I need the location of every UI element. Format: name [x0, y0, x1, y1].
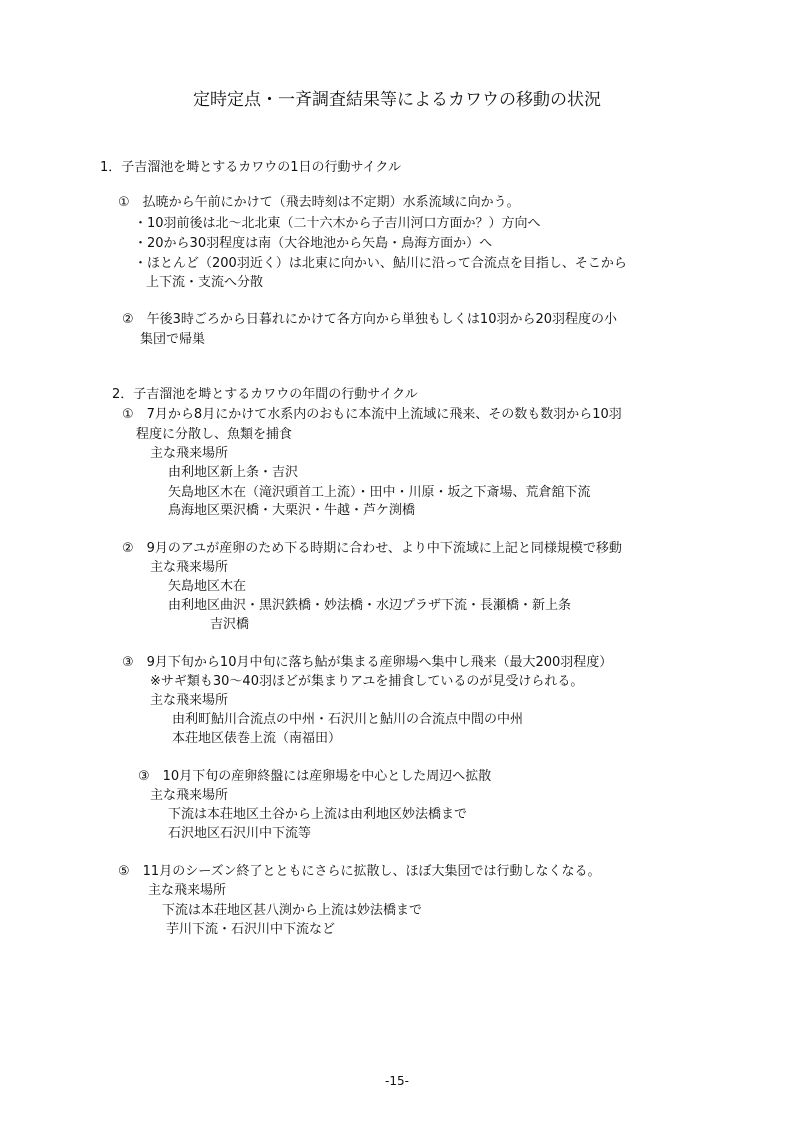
section1-item2: ② 午後3時ごろから日暮れにかけて各方向から単独もしくは10羽から20羽程度の小 — [122, 312, 618, 327]
section2-item3: ③ 9月下旬から10月中旬に落ち鮎が集まる産卵場へ集中し飛来（最大200羽程度） — [122, 655, 613, 670]
section1-item1-bullet: ・ほとんど（200羽近く）は北東に向かい、鮎川に沿って合流点を目指し、そこから — [134, 256, 627, 271]
place-line: 由利地区新上条・吉沢 — [168, 465, 299, 480]
place-line: 矢島地区木在 — [168, 579, 247, 594]
place-line: 石沢地区石沢川中下流等 — [168, 826, 312, 841]
place-line: 下流は本荘地区甚八渕から上流は妙法橋まで — [162, 903, 423, 918]
page-number: -15- — [385, 1074, 409, 1088]
place-line: 吉沢橋 — [210, 617, 250, 632]
place-line: 下流は本荘地区土谷から上流は由利地区妙法橋まで — [168, 807, 468, 822]
places-label: 主な飛来場所 — [150, 788, 229, 803]
section2-item5: ⑤ 11月のシーズン終了とともにさらに拡散し、ほぼ大集団では行動しなくなる。 — [118, 864, 601, 879]
section2-heading: 2．子吉溜池を塒とするカワウの年間の行動サイクル — [112, 387, 418, 402]
section1-item1-bullet: ・10羽前後は北～北北東（二十六木から子吉川河口方面か？）方向へ — [134, 216, 541, 231]
section1-item1: ① 払暁から午前にかけて（飛去時刻は不定期）水系流域に向かう。 — [118, 195, 520, 210]
section1-item2-cont: 集団で帰巣 — [140, 332, 206, 347]
places-label: 主な飛来場所 — [150, 560, 229, 575]
places-label: 主な飛来場所 — [150, 446, 229, 461]
section2-item4: ③ 10月下旬の産卵終盤には産卵場を中心とした周辺へ拡散 — [138, 769, 492, 784]
place-line: 由利町鮎川合流点の中州・石沢川と鮎川の合流点中間の中州 — [172, 712, 524, 727]
place-line: 矢島地区木在（滝沢頭首工上流）・田中・川原・坂之下斎場、荒倉舘下流 — [168, 485, 591, 500]
page-title: 定時定点・一斉調査結果等によるカワウの移動の状況 — [193, 90, 601, 110]
section2-item1: ① 7月から8月にかけて水系内のおもに本流中上流域に飛来、その数も数羽から10羽 — [122, 407, 622, 422]
places-label: 主な飛来場所 — [150, 693, 229, 708]
place-line: 鳥海地区栗沢橋・大栗沢・牛越・芦ケ渕橋 — [168, 503, 416, 518]
section2-item2: ② 9月のアユが産卵のため下る時期に合わせ、より中下流域に上記と同様規模で移動 — [122, 541, 622, 556]
section1-heading: 1．子吉溜池を塒とするカワウの1日の行動サイクル — [100, 160, 401, 175]
place-line: 本荘地区俵巻上流（南福田） — [172, 731, 342, 746]
section2-item3-note: ※サギ類も30～40羽ほどが集まりアユを捕食しているのが見受けられる。 — [150, 674, 584, 689]
place-line: 芋川下流・石沢川中下流など — [166, 922, 336, 937]
section1-item1-bullet-cont: 上下流・支流へ分散 — [146, 275, 264, 290]
section1-item1-bullet: ・20から30羽程度は南（大谷地池から矢島・鳥海方面か）へ — [134, 236, 493, 251]
places-label: 主な飛来場所 — [148, 883, 227, 898]
place-line: 由利地区曲沢・黒沢鉄橋・妙法橋・水辺プラザ下流・長瀬橋・新上条 — [168, 598, 572, 613]
section2-item1-cont: 程度に分散し、魚類を捕食 — [136, 427, 293, 442]
